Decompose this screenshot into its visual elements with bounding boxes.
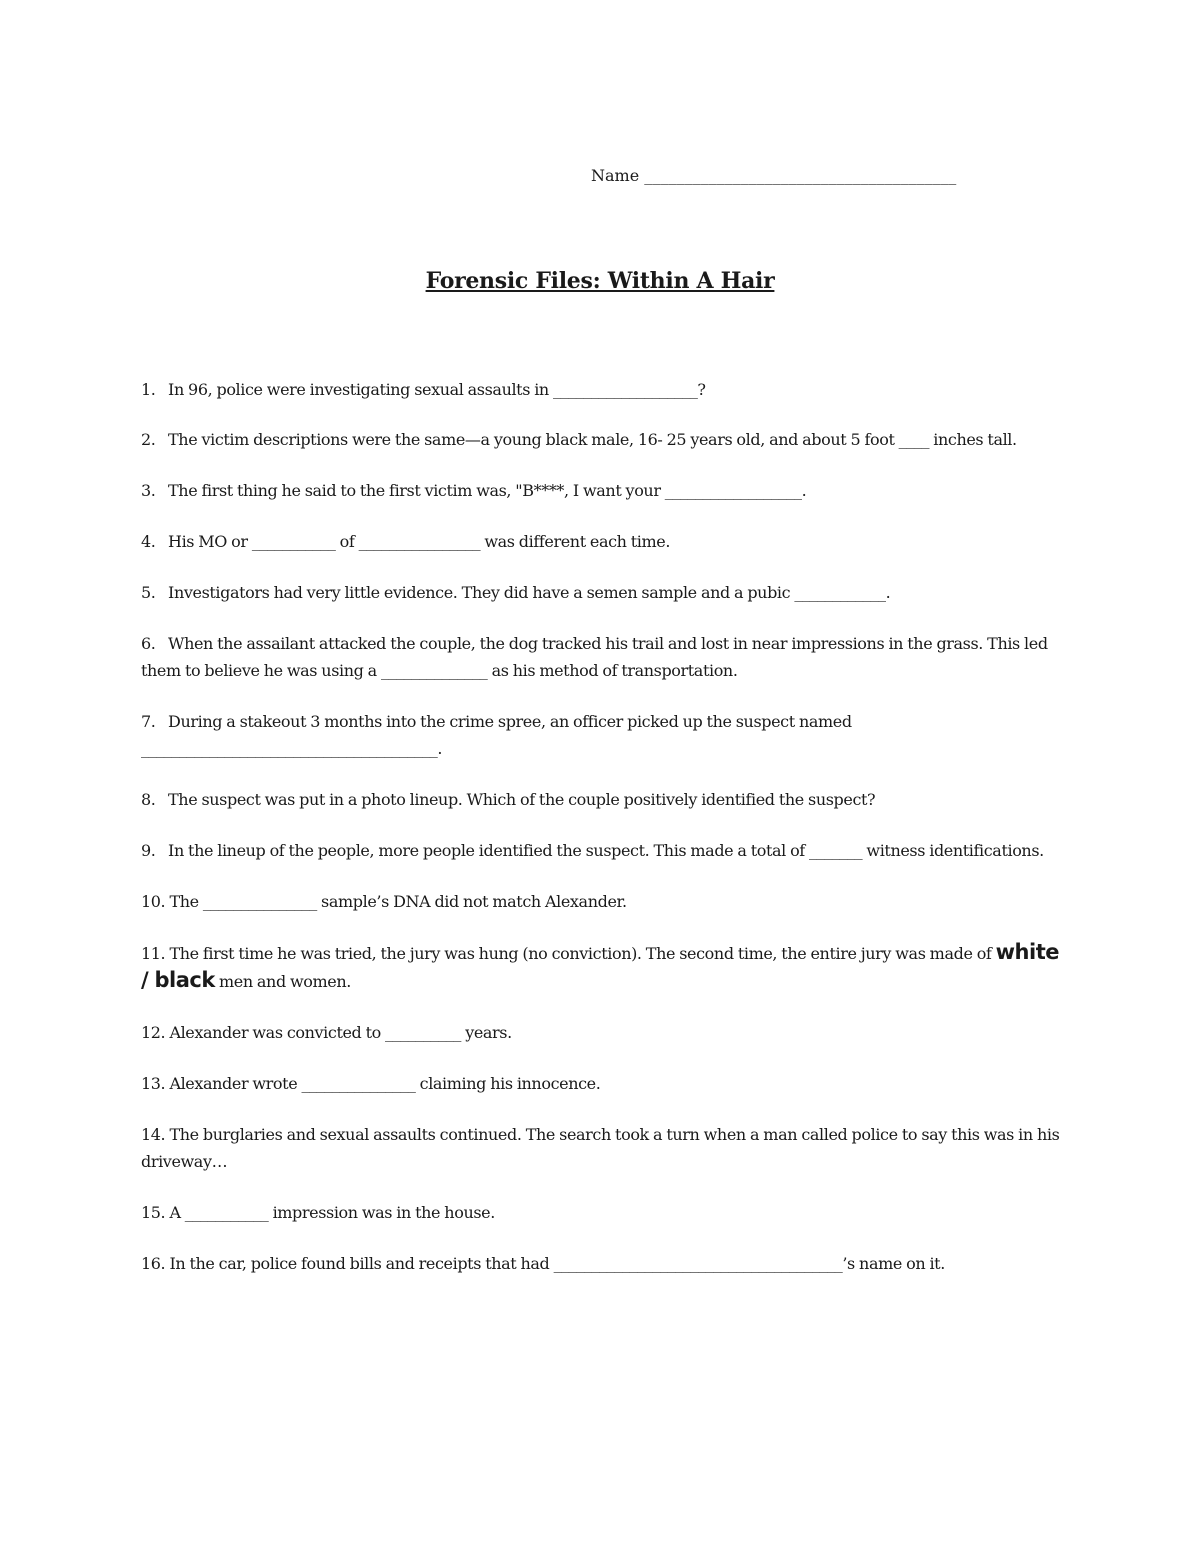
question-item xyxy=(141,376,1061,403)
question-item xyxy=(141,786,1061,813)
question-item xyxy=(141,1250,1061,1277)
question-text: The first thing he said to the first victim was, "B****, I want your __________________. xyxy=(168,481,807,500)
question-item xyxy=(141,579,1061,606)
question-text: During a stakeout 3 months into the crime spree, an officer picked up the suspect named _______________________________________. xyxy=(141,712,856,758)
page-title: Forensic Files: Within A Hair xyxy=(425,268,775,294)
question-item xyxy=(141,528,1061,555)
question-text: Alexander was convicted to __________ years. xyxy=(169,1023,512,1042)
question-text: Alexander wrote _______________ claiming his innocence. xyxy=(169,1074,601,1093)
question-item xyxy=(141,939,1066,995)
question-text: The first time he was tried, the jury was hung (no conviction). The second time, the entire jury was made of xyxy=(169,944,992,963)
question-number: 4. xyxy=(141,532,156,551)
question-item xyxy=(141,1019,1061,1046)
name-field-line: Name _______________________________________ xyxy=(591,166,957,185)
question-number: 1. xyxy=(141,380,156,399)
question-text: In the lineup of the people, more people identified the suspect. This made a total of _______ witness identifications. xyxy=(168,841,1044,860)
question-number: 12. xyxy=(141,1023,166,1042)
question-item xyxy=(141,708,1061,762)
question-item xyxy=(141,837,1061,864)
question-item xyxy=(141,1199,1061,1226)
question-text: The victim descriptions were the same—a young black male, 16- 25 years old, and about 5 foot ____ inches tall. xyxy=(168,430,1017,449)
question-item xyxy=(141,888,1061,915)
question-item xyxy=(141,1121,1064,1175)
question-text: When the assailant attacked the couple, the dog tracked his trail and lost in near impressions in the grass. This led them to believe he was using a ______________ as his method of transportation. xyxy=(141,634,1052,680)
question-text-continued: men and women. xyxy=(218,972,351,991)
question-number: 13. xyxy=(141,1074,166,1093)
question-number: 2. xyxy=(141,430,156,449)
question-number: 16. xyxy=(141,1254,166,1273)
question-number: 11. xyxy=(141,944,166,963)
question-item xyxy=(141,630,1061,684)
question-text: The burglaries and sexual assaults continued. The search took a turn when a man called police to say this was in his driveway… xyxy=(141,1125,1064,1171)
question-number: 15. xyxy=(141,1203,166,1222)
question-number: 7. xyxy=(141,712,156,731)
question-text: The suspect was put in a photo lineup. Which of the couple positively identified the suspect? xyxy=(168,790,876,809)
question-item xyxy=(141,1070,1061,1097)
question-number: 14. xyxy=(141,1125,166,1144)
question-text: In 96, police were investigating sexual assaults in ___________________? xyxy=(168,380,706,399)
question-item xyxy=(141,477,1061,504)
question-text: In the car, police found bills and receipts that had ______________________________________’s name on it. xyxy=(169,1254,945,1273)
question-text: A ___________ impression was in the house. xyxy=(169,1203,495,1222)
question-item xyxy=(141,426,1061,453)
question-number: 8. xyxy=(141,790,156,809)
question-number: 10. xyxy=(141,892,166,911)
question-list xyxy=(141,376,1066,1277)
question-number: 3. xyxy=(141,481,156,500)
question-number: 6. xyxy=(141,634,156,653)
question-number: 9. xyxy=(141,841,156,860)
answer-options-white-black: white / black xyxy=(141,940,1066,992)
question-text: The _______________ sample’s DNA did not match Alexander. xyxy=(169,892,627,911)
question-text: Investigators had very little evidence. They did have a semen sample and a pubic ____________. xyxy=(168,583,891,602)
question-text: His MO or ___________ of ________________ was different each time. xyxy=(168,532,671,551)
question-number: 5. xyxy=(141,583,156,602)
